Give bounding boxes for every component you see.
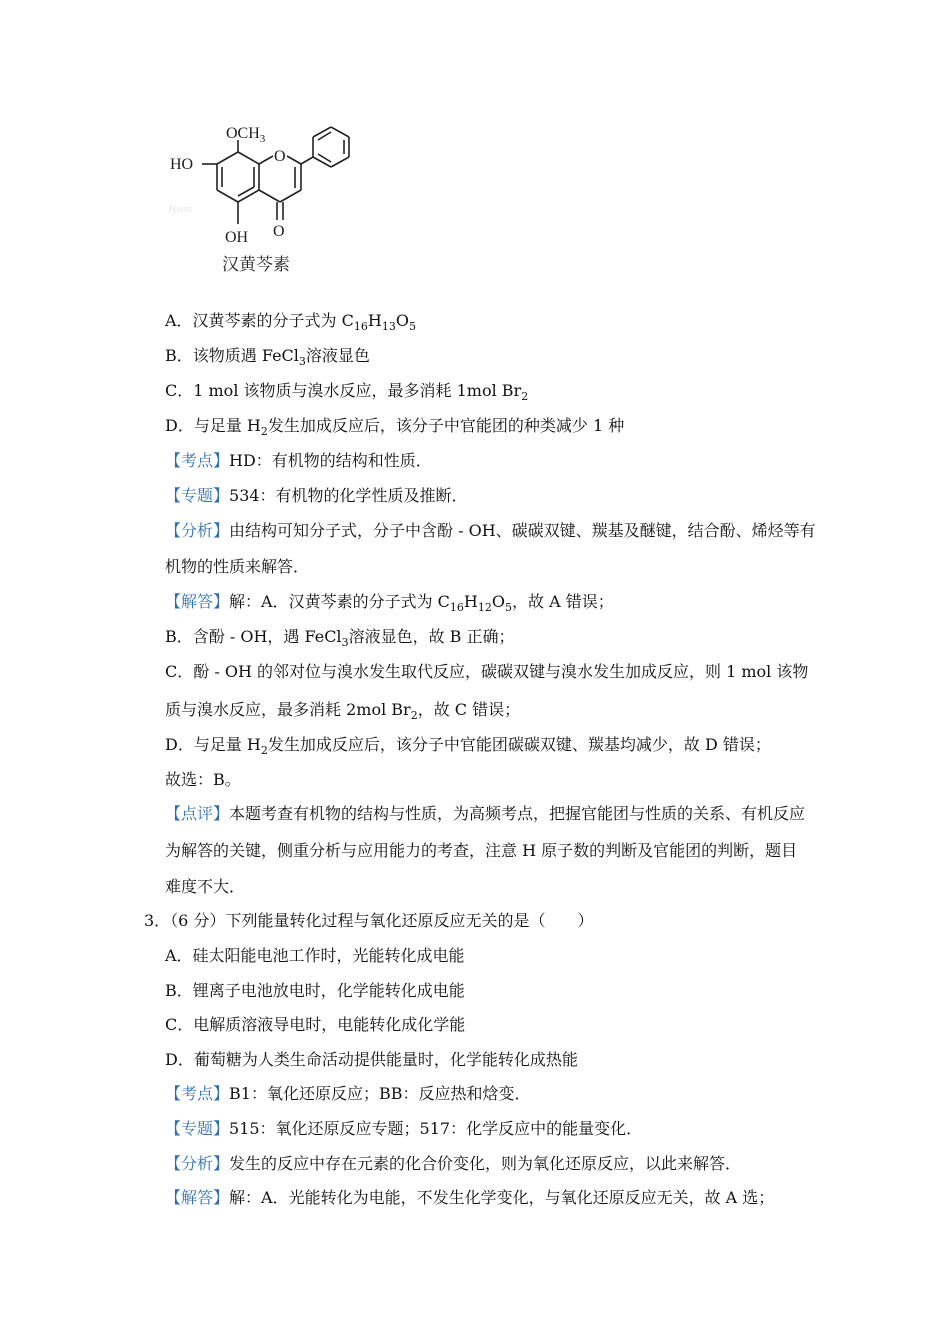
kaodian-tag: 【考点】 [165, 451, 230, 470]
q3-option-a: A．硅太阳能电池工作时，光能转化成电能 [165, 946, 465, 965]
fenxi-tag: 【分析】 [165, 521, 230, 540]
ring-oxygen-label: O [274, 148, 286, 165]
q2-zhuanti: 【专题】534：有机物的化学性质及推断． [165, 486, 468, 505]
q3-option-d: D．葡萄糖为人类生命活动提供能量时，化学能转化成热能 [165, 1050, 578, 1069]
molecule-figure [160, 120, 380, 280]
q2-dianping-line2: 为解答的关键，侧重分析与应用能力的考查，注意 H 原子数的判断及官能团的判断，题目 [165, 841, 798, 860]
q3-kaodian: 【考点】B1：氧化还原反应；BB：反应热和焓变． [165, 1084, 531, 1103]
q2-dianping-line1: 【点评】本题考查有机物的结构与性质，为高频考点，把握官能团与性质的关系、有机反应 [165, 804, 806, 823]
q3-option-b: B．锂离子电池放电时，化学能转化成电能 [165, 981, 465, 1000]
molecule-structure-svg [160, 120, 380, 280]
q2-dianping-line3: 难度不大． [165, 877, 246, 896]
molecule-name: 汉黄芩素 [222, 255, 290, 275]
q3-option-c: C．电解质溶液导电时，电能转化成化学能 [165, 1015, 466, 1034]
q3-zhuanti: 【专题】515：氧化还原反应专题；517：化学反应中的能量变化． [165, 1119, 643, 1138]
watermark-text: Jyeoo [168, 204, 192, 215]
q2-option-c: C．1 mol 该物质与溴水反应，最多消耗 1mol $Br_2$ [165, 381, 529, 403]
oh-label: OH [225, 229, 249, 246]
och3-label: $OCH_3$ [226, 125, 266, 145]
q2-option-b: B．该物质遇 FeCl$_3$溶液显色 [165, 346, 370, 368]
q2-jieda-c1: C．酚 - OH 的邻对位与溴水发生取代反应，碳碳双键与溴水发生加成反应，则 1 mol 该物 [165, 662, 809, 681]
q3-jieda: 【解答】解：A．光能转化为电能，不发生化学变化，与氧化还原反应无关，故 A 选； [165, 1188, 775, 1207]
q3-fenxi: 【分析】发生的反应中存在元素的化合价变化，则为氧化还原反应，以此来解答． [165, 1154, 742, 1173]
q2-jieda-a: 【解答】解：A．汉黄芩素的分子式为 $C_{16}H_{12}O_5$，故 A 错误； [165, 592, 614, 614]
dianping-tag: 【点评】 [165, 804, 230, 823]
carbonyl-oxygen-label: O [273, 223, 285, 240]
q2-kaodian: 【考点】HD：有机物的结构和性质． [165, 451, 432, 470]
zhuanti-tag: 【专题】 [165, 1119, 230, 1138]
q2-jieda-b: B．含酚 - OH，遇 FeCl$_3$溶液显色，故 B 正确； [165, 627, 515, 649]
q2-jieda-c2: 质与溴水反应，最多消耗 2mol $Br_2$，故 C 错误； [165, 700, 521, 722]
jieda-tag: 【解答】 [165, 592, 230, 611]
kaodian-tag: 【考点】 [165, 1084, 230, 1103]
fenxi-tag: 【分析】 [165, 1154, 230, 1173]
q2-option-d: D．与足量 $H_2$发生加成反应后，该分子中官能团的种类减少 1 种 [165, 416, 625, 438]
q2-fenxi-line2: 机物的性质来解答． [165, 557, 310, 576]
molecule-bonds [202, 127, 349, 224]
q2-answer-choice: 故选：B。 [165, 770, 241, 789]
jieda-tag: 【解答】 [165, 1188, 230, 1207]
ho-label: HO [170, 156, 194, 173]
q2-jieda-d: D．与足量 $H_2$发生加成反应后，该分子中官能团碳碳双键、羰基均减少，故 D 错误； [165, 735, 771, 757]
q2-fenxi-line1: 【分析】由结构可知分子式，分子中含酚 - OH、碳碳双键、羰基及醚键，结合酚、烯烃等有 [165, 521, 816, 540]
q2-option-a: A．汉黄芩素的分子式为 $C_{16}H_{13}O_5$ [165, 311, 416, 333]
zhuanti-tag: 【专题】 [165, 486, 230, 505]
q3-stem: 3．（6 分）下列能量转化过程与氧化还原反应无关的是（ ） [144, 911, 594, 930]
